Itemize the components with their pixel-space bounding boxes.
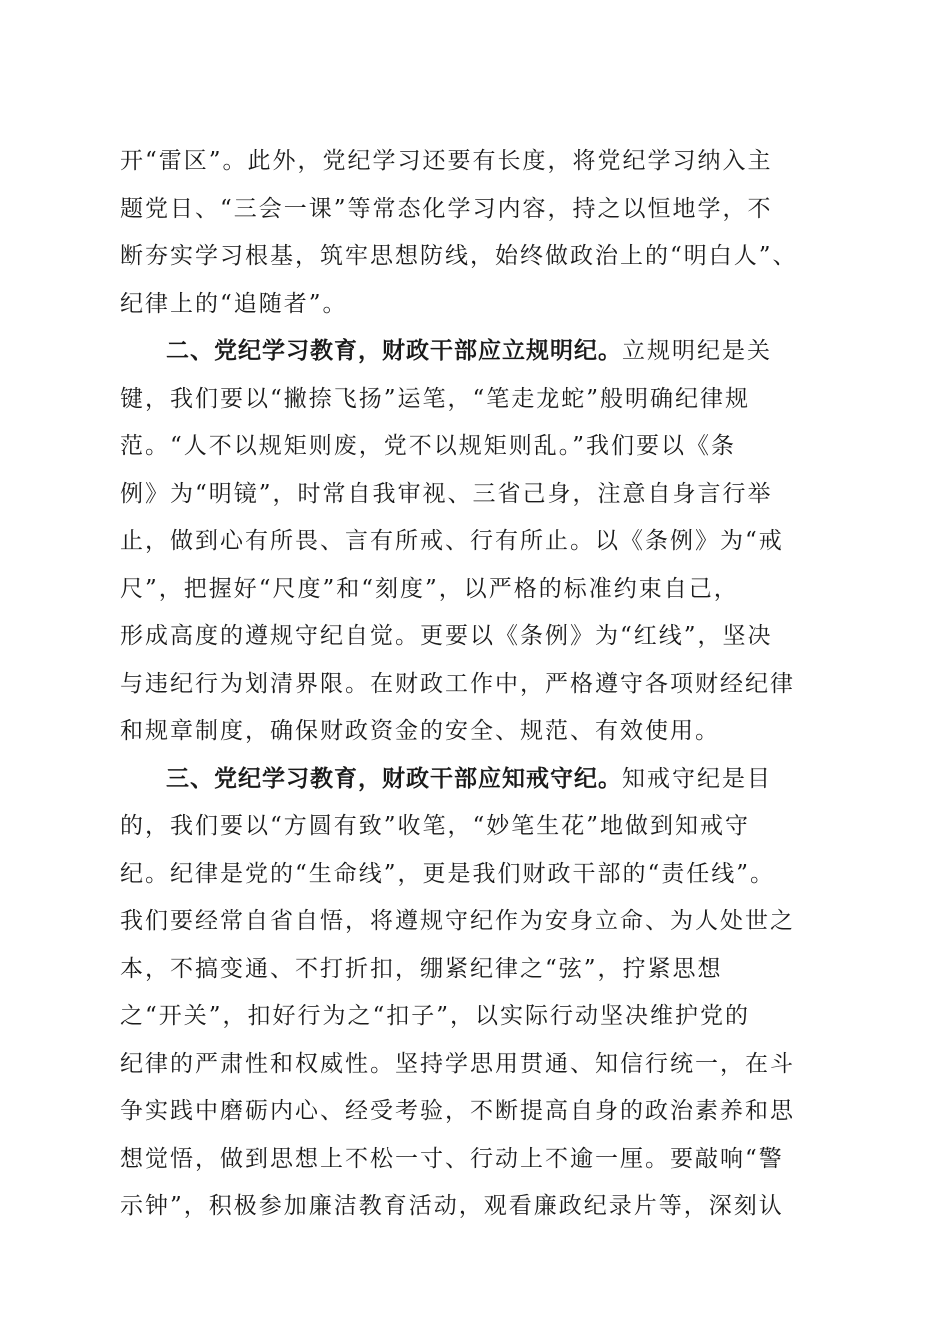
p3-line-6: 之“开关”，扣好行为之“扣子”，以实际行动坚决维护党的 — [120, 1003, 751, 1029]
p1-line-3: 断夯实学习根基，筑牢思想防线，始终做政治上的“明白人”、 — [120, 243, 798, 269]
section-2-heading: 二、党纪学习教育，财政干部应立规明纪。 — [166, 338, 622, 364]
p1-line-2: 题党日、“三会一课”等常态化学习内容，持之以恒地学，不 — [120, 196, 773, 222]
p1-line-4: 纪律上的“追随者”。 — [120, 291, 348, 317]
p3-line-10: 示钟”，积极参加廉洁教育活动，观看廉政纪录片等，深刻认 — [120, 1193, 784, 1219]
p2-first-line — [166, 335, 772, 367]
p3-line-2: 的，我们要以“方圆有致”收笔，“妙笔生花”地做到知戒守 — [120, 813, 751, 839]
p2-line-8: 与违纪行为划清界限。在财政工作中，严格遵守各项财经纪律 — [120, 671, 795, 697]
p2-line-2: 键，我们要以“撇捺飞扬”运笔，“笔走龙蛇”般明确纪律规 — [120, 386, 751, 412]
p3-line-5: 本，不搞变通、不打折扣，绷紧纪律之“弦”，拧紧思想 — [120, 956, 723, 982]
p3-line-3: 纪。纪律是党的“生命线”，更是我们财政干部的“责任线”。 — [120, 861, 776, 887]
p3-first-line — [166, 763, 772, 795]
p3-first-line-rest: 知戒守纪是目 — [622, 766, 772, 792]
p2-line-3: 范。“人不以规矩则废，党不以规矩则乱。”我们要以《条 — [120, 433, 737, 459]
p2-line-6: 尺”，把握好“尺度”和“刻度”，以严格的标准约束自己， — [120, 576, 739, 602]
p1-line-1: 开“雷区”。此外，党纪学习还要有长度，将党纪学习纳入主 — [120, 148, 773, 174]
p2-line-7: 形成高度的遵规守纪自觉。更要以《条例》为“红线”，坚决 — [120, 623, 773, 649]
section-3-heading: 三、党纪学习教育，财政干部应知戒守纪。 — [166, 766, 622, 792]
p2-first-line-rest: 立规明纪是关 — [622, 338, 772, 364]
p3-line-4: 我们要经常自省自悟，将遵规守纪作为安身立命、为人处世之 — [120, 908, 795, 934]
p2-line-9: 和规章制度，确保财政资金的安全、规范、有效使用。 — [120, 718, 720, 744]
p2-line-5: 止，做到心有所畏、言有所戒、行有所止。以《条例》为“戒 — [120, 528, 784, 554]
p3-line-7: 纪律的严肃性和权威性。坚持学思用贯通、知信行统一，在斗 — [120, 1051, 795, 1077]
p2-line-4: 例》为“明镜”，时常自我审视、三省己身，注意自身言行举 — [120, 481, 773, 507]
p3-line-9: 想觉悟，做到思想上不松一寸、行动上不逾一厘。要敲响“警 — [120, 1146, 784, 1172]
p3-line-8: 争实践中磨砺内心、经受考验，不断提高自身的政治素养和思 — [120, 1098, 795, 1124]
